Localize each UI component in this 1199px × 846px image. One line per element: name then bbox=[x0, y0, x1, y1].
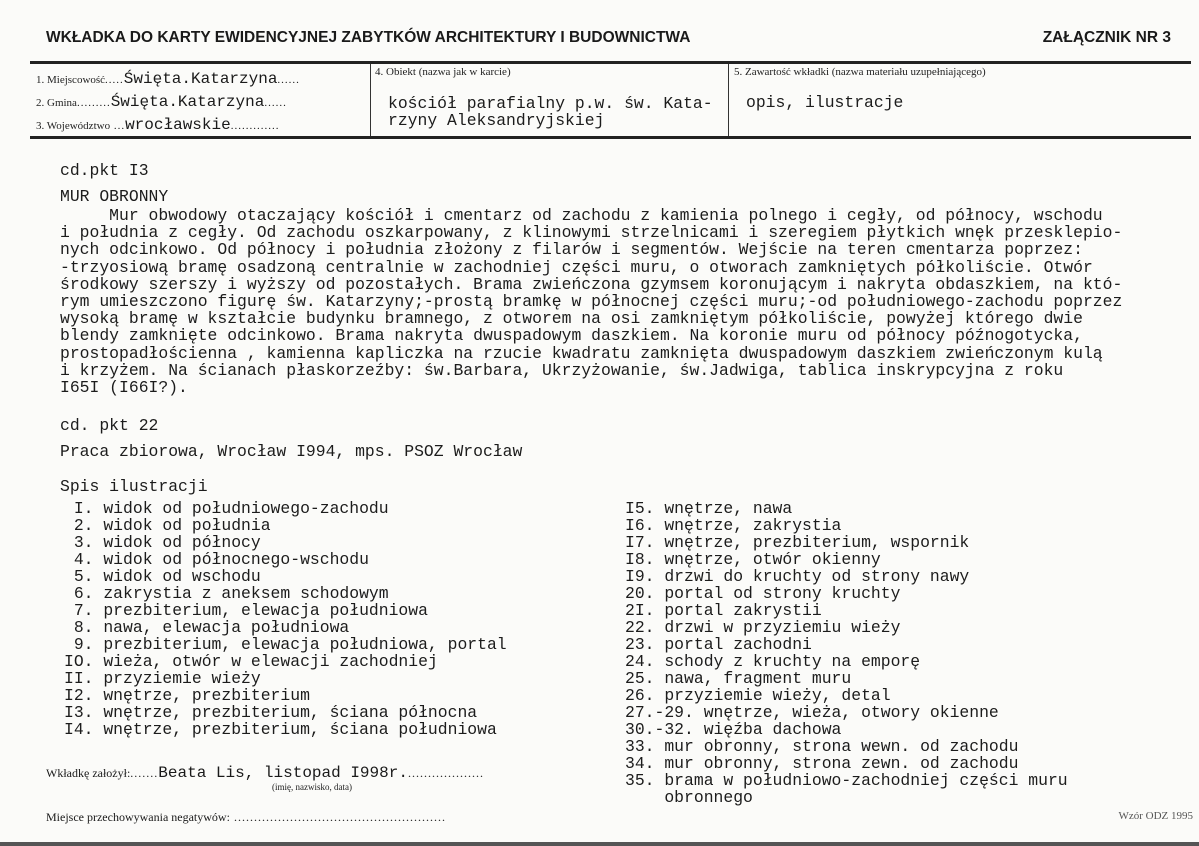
list-item: 34. mur obronny, strona zewn. od zachodu bbox=[625, 754, 1019, 773]
voivodeship-field: 3. Województwo ...wrocławskie............. bbox=[36, 116, 280, 134]
section-reference: cd.pkt I3 bbox=[60, 161, 149, 180]
author-value: Beata Lis, listopad I998r. bbox=[158, 764, 408, 782]
section-title: MUR OBRONNY bbox=[60, 187, 169, 206]
list-item: 2I. portal zakrystii bbox=[625, 601, 822, 620]
list-item: I9. drzwi do kruchty od strony nawy bbox=[625, 567, 970, 586]
illustration-list-left bbox=[64, 500, 507, 738]
negatives-field: Miejsce przechowywania negatywów: ..................................................... bbox=[46, 810, 446, 824]
description-paragraph: Mur obwodowy otaczający kościół i cmentarz od zachodu z kamienia polnego i cegły, od północy, wschodu i południa z cegły. Od zachodu oszkarpowany, z klinowymi strzelnicami i szeregiem płytkich wnęk przesklepio- nych odcinkowo. Od północy i południa złożony z filarów i segmentów. Wejście na teren cmentarza poprzez: -trzyosiową bramę osadzoną centralnie w zachodniej części muru, o otworach zamkniętych półkoliście. Otwór środkowy szerszy i wyższy od pozostałych. Brama zwieńczona gzymsem koronującym i nakryta obdaszkiem, na któ- rym umieszczono figurę św. Katarzyny;-prostą bramkę w północnej części muru;-od południowego-zachodu poprzez wysoką bramę w kształcie budynku bramnego, z otworem na osi zamkniętym półkoliście, powyżej którego dwie blendy zamknięte odcinkowo. Brama nakryta dwuspadowym daszkiem. Na koronie muru od północy późnogotycka, prostopadłościenna , kamienna kapliczka na rzucie kwadratu zamknięta dwuspadowym daszkiem zwieńczonym kulą i krzyżem. Na ścianach płaskorzeźby: św.Barbara, Ukrzyżowanie, św.Jadwiga, tablica inskrypcyjna z roku I65I (I66I?). bbox=[60, 206, 1123, 397]
list-item: I7. wnętrze, prezbiterium, wspornik bbox=[625, 533, 970, 552]
source-citation: Praca zbiorowa, Wrocław I994, mps. PSOZ Wrocław bbox=[60, 442, 523, 461]
top-rule bbox=[30, 61, 1191, 64]
contents-label: 5. Zawartość wkładki (nazwa materiału uzupełniającego) bbox=[734, 66, 986, 78]
list-item: 20. portal od strony kruchty bbox=[625, 584, 901, 603]
list-item: 27.-29. wnętrze, wieża, otwory okienne bbox=[625, 703, 999, 722]
list-item: 6. zakrystia z aneksem schodowym bbox=[64, 584, 389, 603]
document-title: WKŁADKA DO KARTY EWIDENCYJNEJ ZABYTKÓW ARCHITEKTURY I BUDOWNICTWA bbox=[46, 29, 691, 46]
list-item: 7. prezbiterium, elewacja południowa bbox=[64, 601, 428, 620]
list-item: I3. wnętrze, prezbiterium, ściana północna bbox=[64, 703, 478, 722]
list-item: 4. widok od północnego-wschodu bbox=[64, 550, 369, 569]
list-item: 22. drzwi w przyziemiu wieży bbox=[625, 618, 901, 637]
section-reference: cd. pkt 22 bbox=[60, 416, 159, 435]
list-item: I6. wnętrze, zakrystia bbox=[625, 516, 842, 535]
scan-edge bbox=[0, 842, 1199, 846]
list-item: I4. wnętrze, prezbiterium, ściana południowa bbox=[64, 720, 497, 739]
list-item: 23. portal zachodni bbox=[625, 635, 812, 654]
list-item: 26. przyziemie wieży, detal bbox=[625, 686, 891, 705]
list-item: obronnego bbox=[625, 788, 753, 807]
attachment-number: ZAŁĄCZNIK NR 3 bbox=[1042, 29, 1171, 46]
column-divider bbox=[728, 64, 729, 138]
location-fields bbox=[36, 70, 366, 139]
list-item: 2. widok od południa bbox=[64, 516, 271, 535]
list-item: I8. wnętrze, otwór okienny bbox=[625, 550, 881, 569]
list-item: 5. widok od wschodu bbox=[64, 567, 261, 586]
list-item: 33. mur obronny, strona wewn. od zachodu bbox=[625, 737, 1019, 756]
illustration-list-right bbox=[625, 500, 1068, 806]
author-field: Wkładkę założył:.......Beata Lis, listopad I998r.................... bbox=[46, 764, 484, 782]
object-value: kościół parafialny p.w. św. Kata- rzyny Aleksandryjskiej bbox=[388, 94, 713, 131]
column-divider bbox=[370, 64, 371, 138]
list-item: 24. schody z kruchty na emporę bbox=[625, 652, 921, 671]
locality-value: Święta.Katarzyna bbox=[123, 70, 278, 88]
commune-field: 2. Gmina.........Święta.Katarzyna...... bbox=[36, 93, 287, 111]
list-item: 30.-32. więźba dachowa bbox=[625, 720, 842, 739]
list-item: I2. wnętrze, prezbiterium bbox=[64, 686, 310, 705]
list-item: I5. wnętrze, nawa bbox=[625, 499, 793, 518]
list-item: 35. brama w południowo-zachodniej części muru bbox=[625, 771, 1068, 790]
author-hint: (imię, nazwisko, data) bbox=[272, 782, 352, 792]
object-label: 4. Obiekt (nazwa jak w karcie) bbox=[375, 66, 511, 78]
commune-value: Święta.Katarzyna bbox=[110, 93, 265, 111]
list-item: 9. prezbiterium, elewacja południowa, portal bbox=[64, 635, 507, 654]
voivodeship-value: wrocławskie bbox=[125, 116, 231, 134]
contents-value: opis, ilustracje bbox=[746, 93, 904, 112]
list-item: 8. nawa, elewacja południowa bbox=[64, 618, 350, 637]
list-item: I. widok od południowego-zachodu bbox=[64, 499, 389, 518]
list-item: 3. widok od północy bbox=[64, 533, 261, 552]
locality-field: 1. Miejscowość.....Święta.Katarzyna...... bbox=[36, 70, 300, 88]
list-item: IO. wieża, otwór w elewacji zachodniej bbox=[64, 652, 438, 671]
illustration-list-title: Spis ilustracji bbox=[60, 477, 208, 496]
list-item: II. przyziemie wieży bbox=[64, 669, 261, 688]
form-code: Wzór ODZ 1995 bbox=[1118, 810, 1193, 822]
list-item: 25. nawa, fragment muru bbox=[625, 669, 852, 688]
